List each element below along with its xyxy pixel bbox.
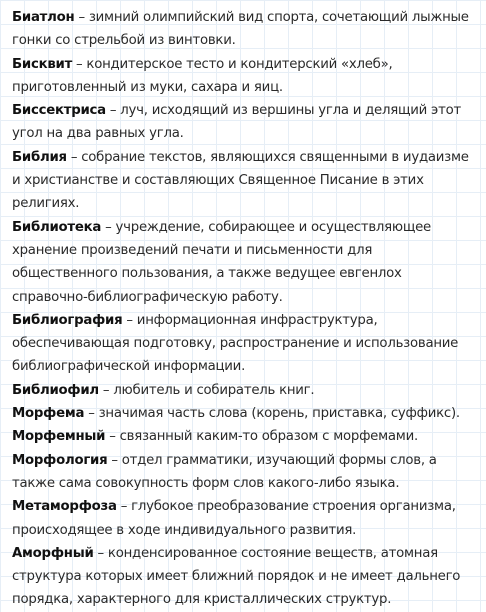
term: Библиография — [12, 312, 123, 328]
definition: зимний олимпийский вид спорта, сочетающий лыжные гонки со стрельбой из винтовки. — [12, 10, 469, 49]
glossary-entry — [12, 309, 476, 379]
separator: – — [97, 545, 104, 561]
glossary-entry — [12, 495, 476, 542]
term: Бисквит — [12, 56, 73, 72]
term: Морфема — [12, 406, 85, 422]
term: Биатлон — [12, 10, 75, 25]
separator: – — [109, 103, 117, 119]
definition: учреждение, собирающее и осуществляющее хранение произведений печати и письменности для общественного пользования, а также ведущее евгенлох справочно-библиографическую работу. — [12, 219, 431, 305]
glossary-entry — [12, 542, 476, 612]
separator: – — [70, 149, 78, 165]
term: Метаморфоза — [12, 499, 117, 515]
separator: – — [109, 429, 116, 445]
definition: значимая часть слова (корень, приставка, суффикс). — [98, 406, 460, 422]
glossary-entry — [12, 216, 476, 309]
definition: кондитерское тесто и кондитерский «хлеб», приготовленный из муки, сахара и яиц. — [12, 56, 393, 95]
definition: связанный каким-то образом с морфемами. — [119, 429, 418, 445]
glossary-entry — [12, 6, 476, 53]
glossary-entry — [12, 449, 476, 496]
definition: собрание текстов, являющихся священными в иудаизме и христианстве и составляющих Священное Писание в этих религиях. — [12, 149, 469, 212]
term: Библиофил — [12, 382, 99, 398]
term: Биссектриса — [12, 103, 106, 119]
separator: – — [126, 312, 133, 328]
glossary-entry — [12, 53, 476, 100]
glossary-entry — [12, 146, 476, 216]
glossary-entry — [12, 402, 476, 425]
separator: – — [105, 219, 112, 235]
definition: луч, исходящий из вершины угла и делящий этот угол на два равных угла. — [12, 103, 461, 142]
glossary-entry — [12, 379, 476, 402]
definition: конденсированное состояние веществ, атомная структура которых имеет ближний порядок и не имеет дальнего порядка, характерного для кристаллических структур. — [12, 545, 461, 608]
separator: – — [76, 56, 83, 72]
glossary-entry — [12, 99, 476, 146]
definition: отдел грамматики, изучающий формы слов, а также сама совокупность форм слов какого-либо языка. — [12, 452, 437, 491]
definition: любитель и собиратель книг. — [113, 382, 315, 398]
glossary-entry — [12, 425, 476, 448]
term: Аморфный — [12, 545, 94, 561]
separator: – — [111, 452, 118, 468]
term: Библия — [12, 149, 67, 165]
definition: информационная инфраструктура, обеспечивающая подготовку, распространение и использование библиографической информации. — [12, 312, 459, 375]
definition: глубокое преобразование строения организма, происходящее в ходе индивидуального развития. — [12, 499, 456, 538]
term: Морфология — [12, 452, 108, 468]
separator: – — [88, 406, 95, 422]
term: Библиотека — [12, 219, 102, 235]
term: Морфемный — [12, 429, 106, 445]
separator: – — [120, 499, 128, 515]
separator: – — [102, 382, 110, 398]
separator: – — [78, 10, 85, 25]
